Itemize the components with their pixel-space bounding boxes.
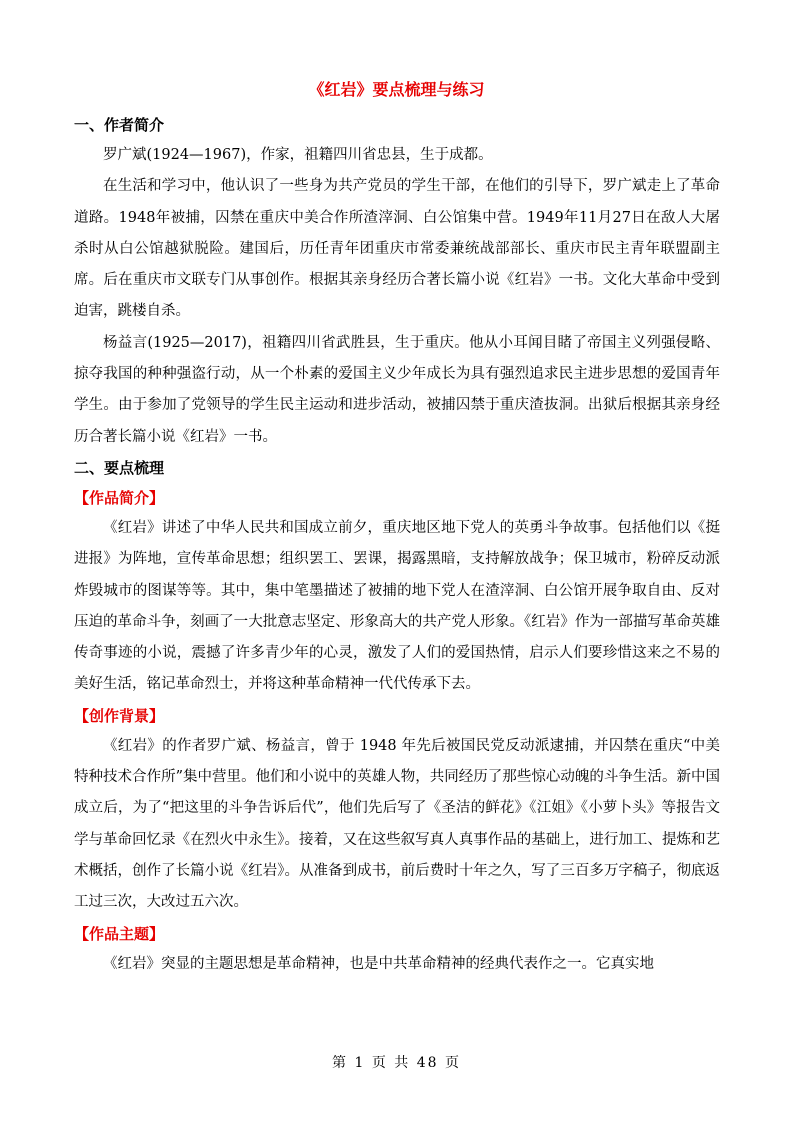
document-body [74, 110, 720, 980]
work-intro-paragraph: 《红岩》讲述了中华人民共和国成立前夕，重庆地区地下党人的英勇斗争故事。包括他们以《挺进报》为阵地，宣传革命思想；组织罢工、罢课，揭露黑暗，支持解放战争；保卫城市，粉碎反动派炸毁城市的图谋等等。其中，集中笔墨描述了被捕的地下党人在渣滓洞、白公馆开展争取自由、反对压迫的革命斗争，刻画了一大批意志坚定、形象高大的共产党人形象。《红岩》作为一部描写革命英雄传奇事迹的小说，震撼了许多青少年的心灵，激发了人们的爱国热情，启示人们要珍惜这来之不易的美好生活，铭记革命烈士，并将这种革命精神一代代传承下去。 [74, 519, 720, 693]
theme-paragraph: 《红岩》突显的主题思想是革命精神，也是中共革命精神的经典代表作之一。它真实地 [103, 955, 654, 972]
footer-current-page: 1 [354, 1055, 366, 1071]
footer-suffix: 页 [445, 1055, 461, 1071]
footer-middle: 页 共 [371, 1055, 411, 1071]
document-title: 《红岩》要点梳理与练习 [308, 80, 485, 99]
footer-total-pages: 48 [416, 1055, 439, 1071]
section-heading-key-points: 二、要点梳理 [74, 458, 165, 477]
subheading-background: 【创作背景】 [74, 706, 165, 725]
author-intro-paragraph-3: 杨益言(1925—2017)，祖籍四川省武胜县，生于重庆。他从小耳闻目睹了帝国主义列强侵略、掠夺我国的种种强盗行动，从一个朴素的爱国主义少年成长为具有强烈追求民主进步思想的爱国青年学生。由于参加了党领导的学生民主运动和进步活动，被捕囚禁于重庆渣抜洞。出狱后根据其亲身经历合著长篇小说《红岩》一书。 [74, 334, 720, 445]
page-footer [0, 1052, 793, 1072]
author-intro-paragraph-1: 罗广斌(1924—1967)，作家，祖籍四川省忠县，生于成都。 [103, 147, 493, 163]
author-intro-paragraph-2: 在生活和学习中，他认识了一些身为共产党员的学生干部，在他们的引导下，罗广斌走上了革命道路。1948年被捕，囚禁在重庆中美合作所渣滓洞、白公馆集中营。1949年11月27日在敌人大屠杀时从白公馆越狱脱险。建国后，历任青年团重庆市常委兼统战部部长、重庆市民主青年联盟副主席。后在重庆市文联专门从事创作。根据其亲身经历合著长篇小说《红岩》一书。文化大革命中受到迫害，跳楼自杀。 [74, 178, 720, 320]
subheading-work-intro: 【作品简介】 [74, 488, 165, 507]
footer-prefix: 第 [331, 1055, 348, 1071]
background-paragraph: 《红岩》的作者罗广斌、杨益言，曾于 1948 年先后被国民党反动派逮捕，并囚禁在重庆“中美特种技术合作所”集中营里。他们和小说中的英雄人物，共同经历了那些惊心动魄的斗争生活。新中国成立后，为了“把这里的斗争告诉后代”，他们先后写了《圣洁的鲜花》《江姐》《小萝卜头》等报告文学与革命回忆录《在烈火中永生》。接着，又在这些叙写真人真事作品的基础上，进行加工、提炼和艺术概括，创作了长篇小说《红岩》。从准备到成书，前后费时十年之久，写了三百多万字稿子，彻底返工过三次，大改过五六次。 [74, 737, 720, 911]
subheading-theme: 【作品主题】 [74, 924, 165, 943]
section-heading-author-intro: 一、作者简介 [74, 116, 165, 134]
